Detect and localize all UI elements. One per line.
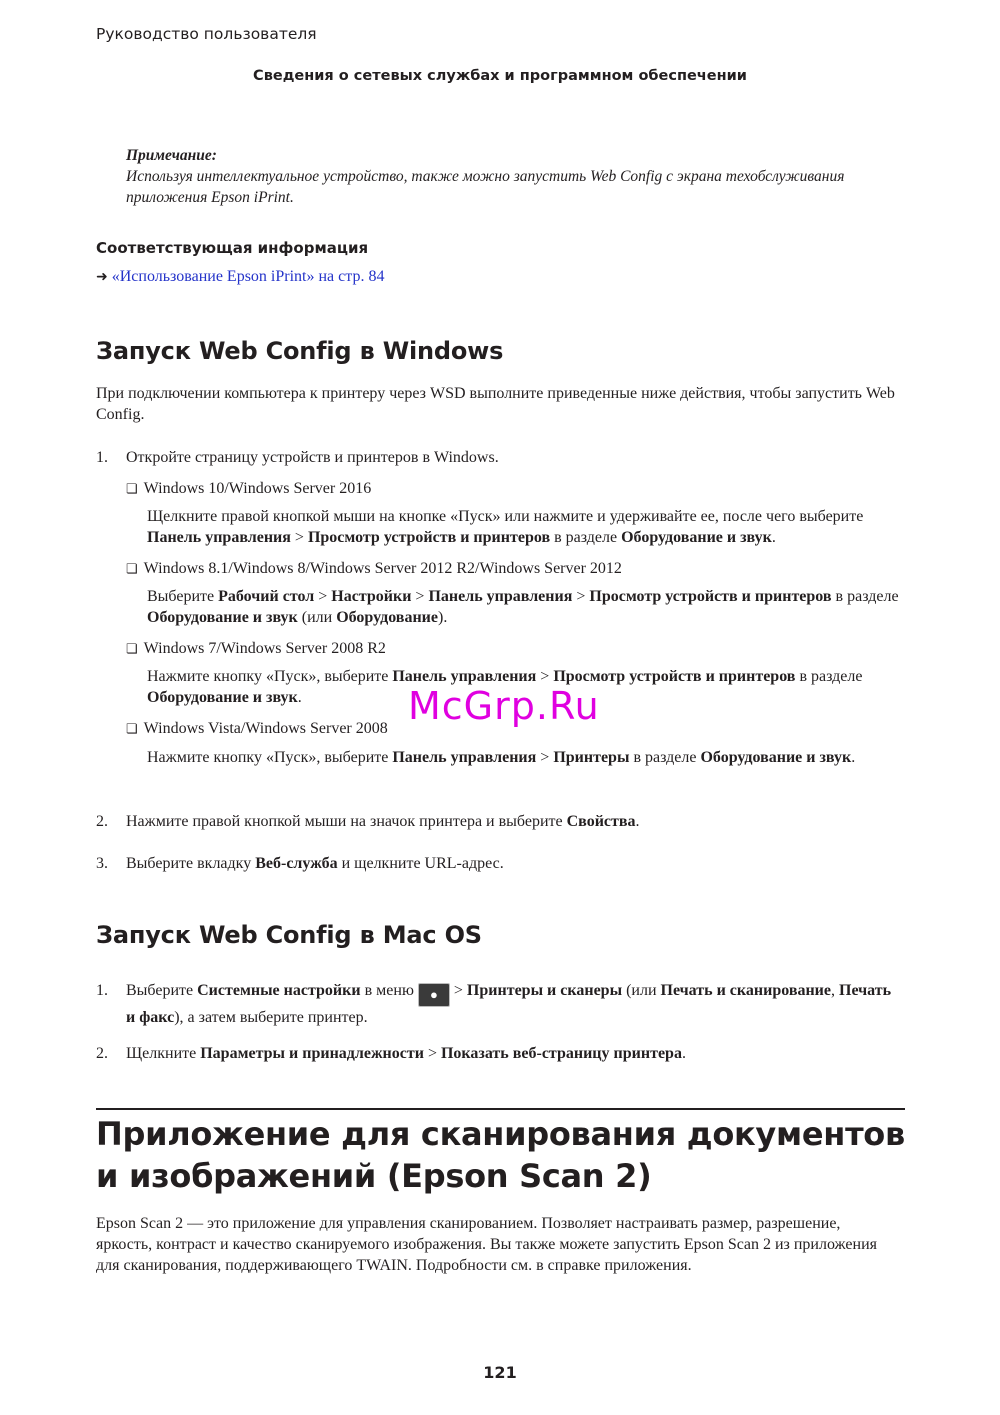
apple-menu-icon: ●: [418, 983, 450, 1007]
chapter-divider: [96, 1108, 905, 1110]
windows-intro: При подключении компьютера к принтеру через WSD выполните приведенные ниже действия, чтобы запустить Web Config.: [96, 385, 895, 423]
note-text: Используя интеллектуальное устройство, также можно запустить Web Config с экрана техобслуживания приложения Epson iPrint.: [126, 168, 845, 206]
os-item-win8: ❏ Windows 8.1/Windows 8/Windows Server 2012 R2/Windows Server 2012: [126, 560, 622, 577]
running-header-manual: Руководство пользователя: [96, 25, 317, 43]
related-info-link-row: [96, 268, 384, 286]
checkbox-bullet-icon: ❏: [126, 481, 138, 496]
os-desc-win8: Выберите Рабочий стол > Настройки > Панель управления > Просмотр устройств и принтеров в разделе Оборудование и звук (или Оборудование).: [147, 588, 899, 626]
chapter-title: Приложение для сканирования документов и изображений (Epson Scan 2): [96, 1115, 905, 1195]
related-link[interactable]: «Использование Epson iPrint» на стр. 84: [111, 268, 385, 285]
checkbox-bullet-icon: ❏: [126, 641, 138, 656]
note-label: Примечание:: [126, 147, 217, 164]
os-desc-vista: Нажмите кнопку «Пуск», выберите Панель управления > Принтеры в разделе Оборудование и звук.: [147, 749, 856, 766]
checkbox-bullet-icon: ❏: [126, 561, 138, 576]
scan-description: Epson Scan 2 — это приложение для управления сканированием. Позволяет настраивать размер, разрешение, яркость, контраст и качество сканируемого изображения. Вы также можете запустить Epson Scan 2 из приложения для сканирования, поддерживающего TWAIN. Подробности см. в справке приложения.: [96, 1215, 877, 1274]
arrow-right-icon: ➜: [96, 270, 108, 285]
watermark: McGrp.Ru: [408, 684, 600, 728]
related-info-title: Соответствующая информация: [96, 239, 369, 257]
os-desc-win7: Нажмите кнопку «Пуск», выберите Панель управления > Просмотр устройств и принтеров в разделе Оборудование и звук.: [147, 668, 863, 706]
page-number: 121: [483, 1363, 517, 1382]
os-item-vista: ❏ Windows Vista/Windows Server 2008: [126, 720, 388, 737]
running-header-section: Сведения о сетевых службах и программном обеспечении: [253, 68, 747, 84]
os-item-win10: ❏ Windows 10/Windows Server 2016: [126, 480, 372, 497]
os-item-win7: ❏ Windows 7/Windows Server 2008 R2: [126, 640, 386, 657]
section-title-windows: Запуск Web Config в Windows: [96, 337, 504, 365]
note-block: [126, 145, 906, 208]
checkbox-bullet-icon: ❏: [126, 721, 138, 736]
os-desc-win10: Щелкните правой кнопкой мыши на кнопке «Пуск» или нажмите и удерживайте ее, после чего выберите Панель управления > Просмотр устройств и принтеров в разделе Оборудование и звук.: [147, 508, 864, 546]
section-title-mac: Запуск Web Config в Mac OS: [96, 921, 482, 949]
